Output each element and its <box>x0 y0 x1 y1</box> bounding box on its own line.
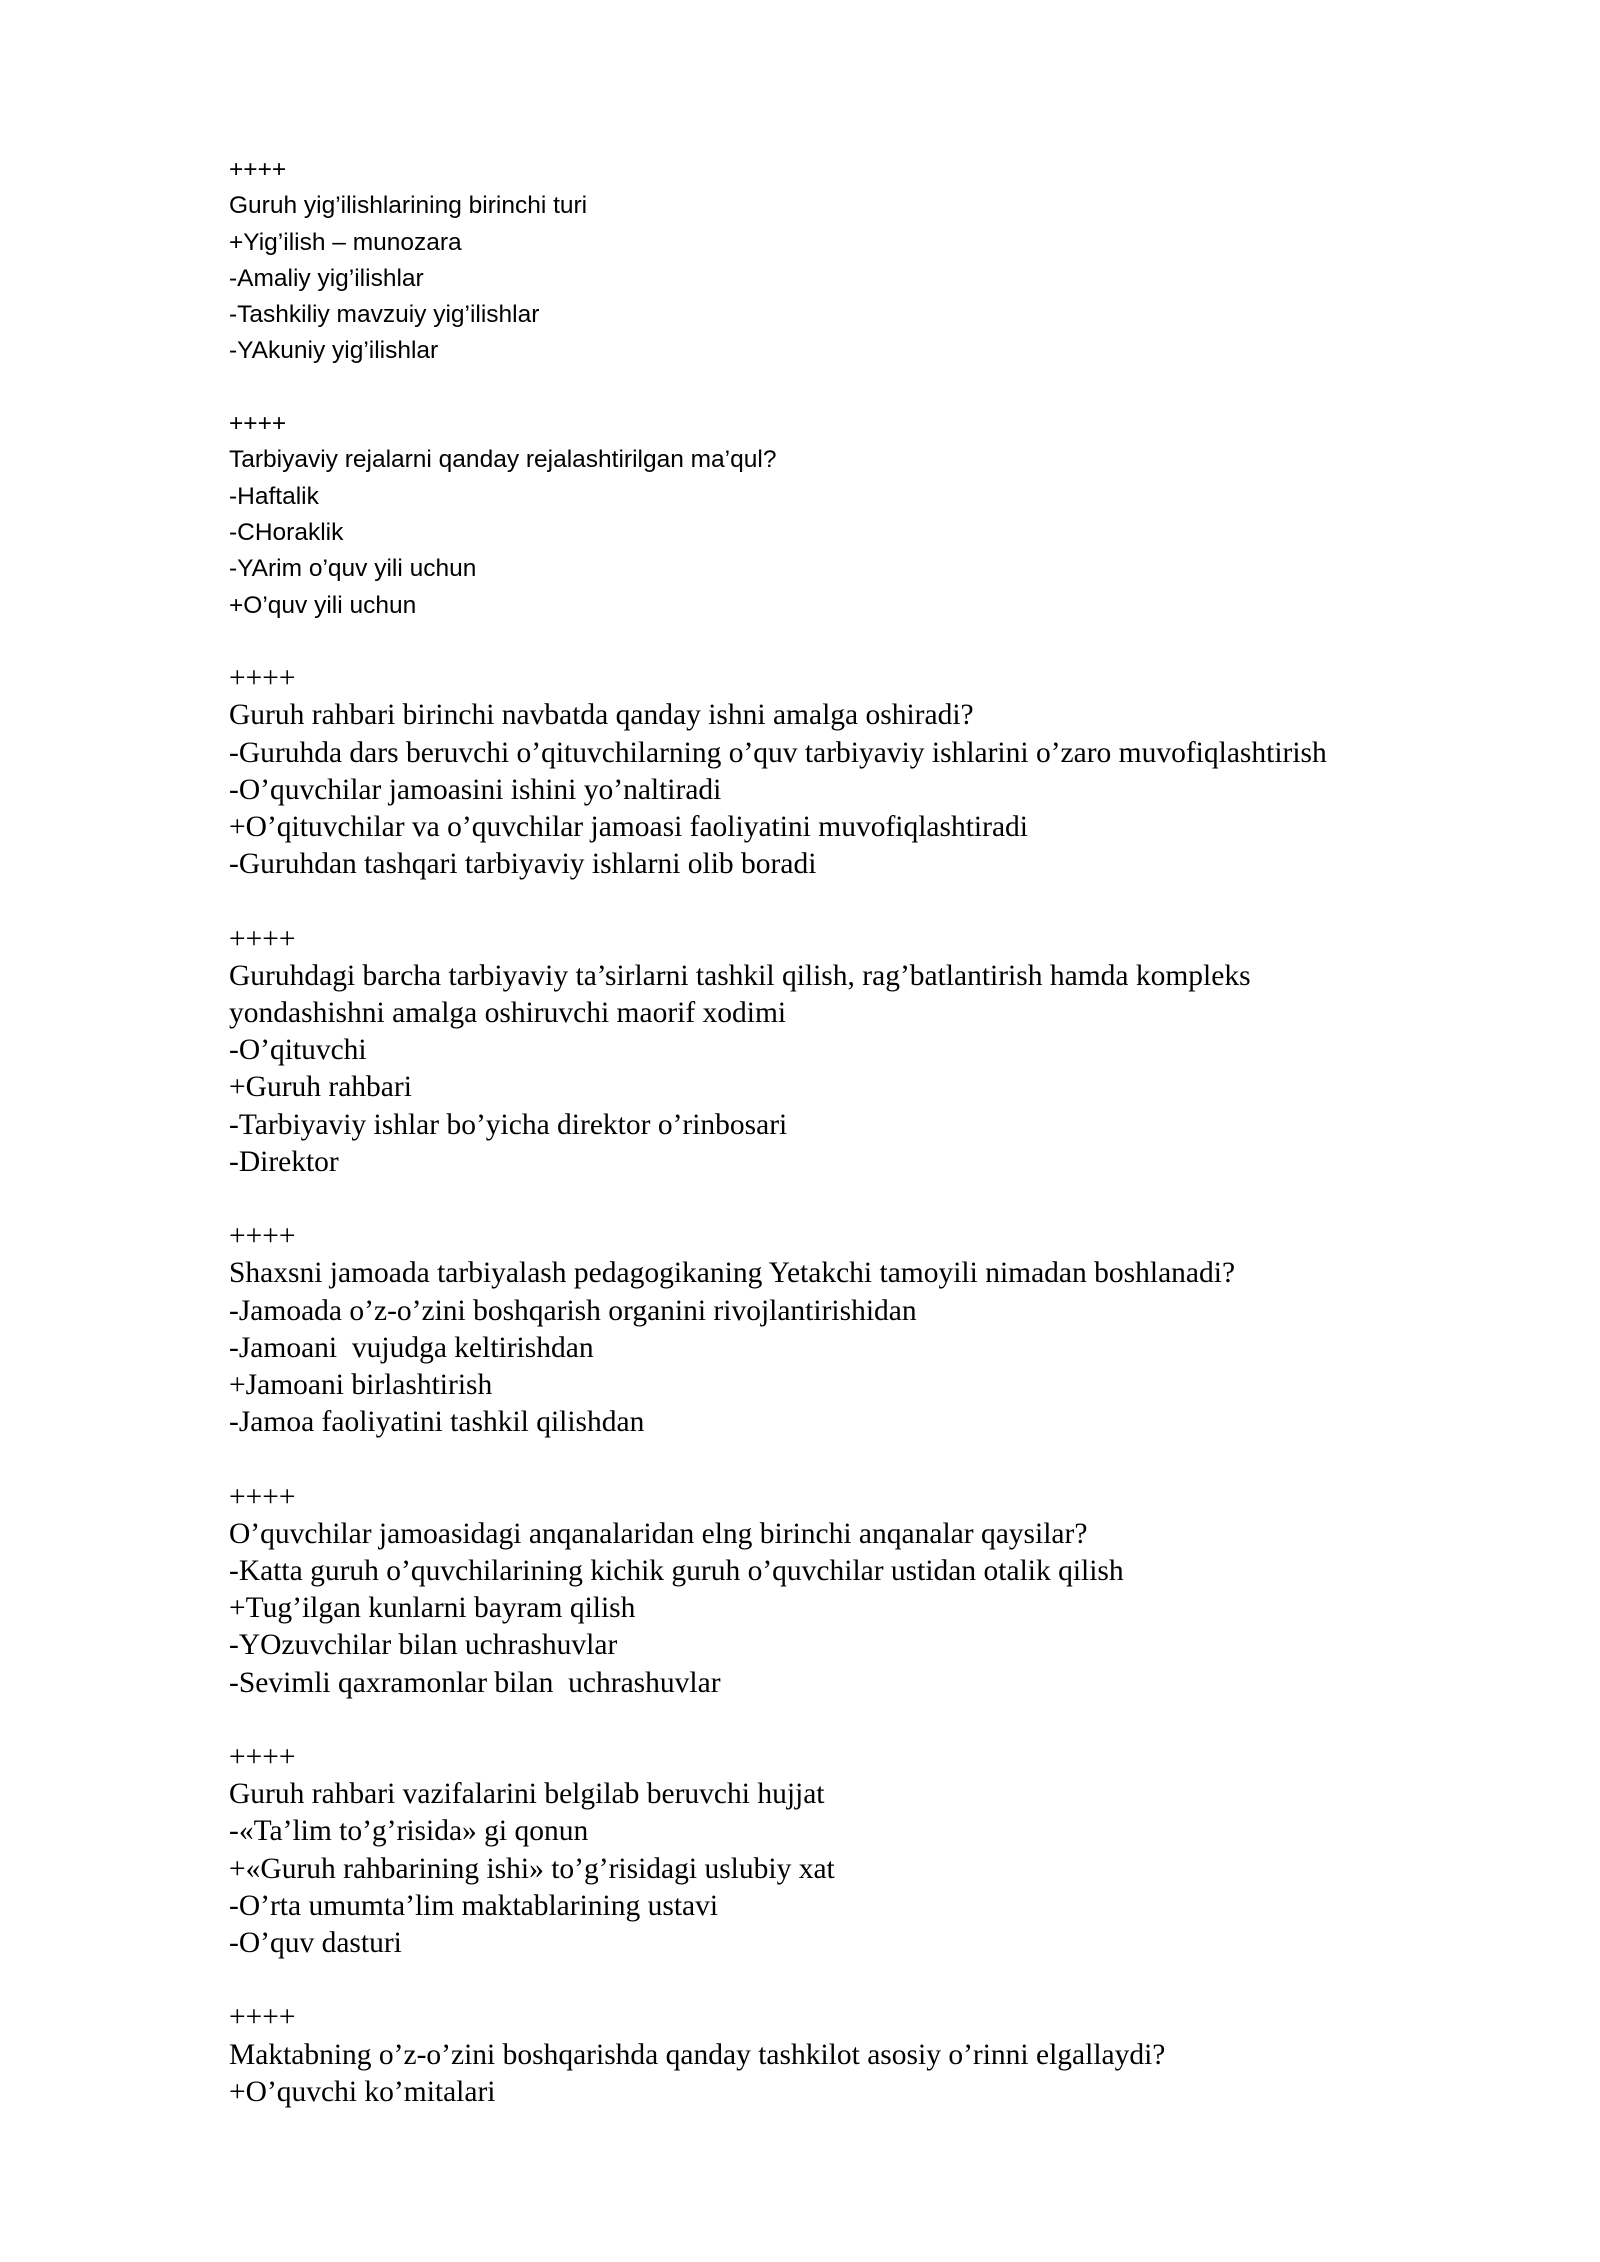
document-content <box>229 152 1529 2111</box>
question-text: Guruhdagi barcha tarbiyaviy ta’sirlarni tashkil qilish, rag’batlantirish hamda kompleks <box>229 959 1251 992</box>
answer-option: -Jamoada o’z-o’zini boshqarish organini rivojlantirishidan <box>229 1294 917 1327</box>
answer-option: -Amaliy yig’ilishlar <box>229 264 424 292</box>
question-text: O’quvchilar jamoasidagi anqanalaridan elng birinchi anqanalar qaysilar? <box>229 1517 1088 1550</box>
answer-option: +O’quvchi ko’mitalari <box>229 2075 496 2108</box>
answer-option: -O’qituvchi <box>229 1034 367 1067</box>
question-block <box>229 406 1529 660</box>
question-block <box>229 1479 1529 1739</box>
answer-option: -YOzuvchilar bilan uchrashuvlar <box>229 1629 618 1662</box>
answer-option: -YArim o’quv yili uchun <box>229 555 477 583</box>
answer-option: -O’quvchilar jamoasini ishini yo’naltiradi <box>229 773 722 806</box>
question-text: Guruh rahbari vazifalarini belgilab beruvchi hujjat <box>229 1778 825 1811</box>
question-block <box>229 660 1529 920</box>
question-separator: ++++ <box>229 1740 296 1773</box>
answer-option: -Jamoa faoliyatini tashkil qilishdan <box>229 1406 645 1439</box>
question-separator: ++++ <box>229 410 287 438</box>
question-text: Guruh rahbari birinchi navbatda qanday ishni amalga oshiradi? <box>229 699 974 732</box>
answer-option: +Tug’ilgan kunlarni bayram qilish <box>229 1592 636 1625</box>
answer-option: +Jamoani birlashtirish <box>229 1368 493 1401</box>
question-text: Shaxsni jamoada tarbiyalash pedagogikaning Yetakchi tamoyili nimadan boshlanadi? <box>229 1257 1236 1290</box>
question-block <box>229 152 1529 406</box>
answer-option: +O’qituvchilar va o’quvchilar jamoasi faoliyatini muvofiqlashtiradi <box>229 810 1028 843</box>
answer-option: +«Guruh rahbarining ishi» to’g’risidagi uslubiy xat <box>229 1852 835 1885</box>
answer-option: -Katta guruh o’quvchilarining kichik guruh o’quvchilar ustidan otalik qilish <box>229 1554 1124 1587</box>
answer-option: -O’quv dasturi <box>229 1927 402 1959</box>
blank-line <box>229 883 1529 920</box>
blank-line <box>229 1441 1529 1478</box>
question-separator: ++++ <box>229 1480 296 1513</box>
question-separator: ++++ <box>229 922 296 955</box>
question-separator: ++++ <box>229 1220 296 1253</box>
answer-option: -Tarbiyaviy ishlar bo’yicha direktor o’rinbosari <box>229 1108 788 1141</box>
blank-line <box>229 624 1529 660</box>
answer-option: -Direktor <box>229 1145 339 1178</box>
answer-option: -Guruhdan tashqari tarbiyaviy ishlarni olib boradi <box>229 848 817 881</box>
question-text: Maktabning o’z-o’zini boshqarishda qanday tashkilot asosiy o’rinni elgallaydi? <box>229 2038 1166 2071</box>
question-text: Guruh yig’ilishlarining birinchi turi <box>229 192 588 220</box>
question-block <box>229 1218 1529 1478</box>
answer-option: -Guruhda dars beruvchi o’qituvchilarning o’quv tarbiyaviy ishlarini o’zaro muvofiqlashtirish <box>229 736 1327 769</box>
question-block <box>229 921 1529 1219</box>
answer-option: -«Ta’lim to’g’risida» gi qonun <box>229 1815 589 1848</box>
question-block <box>229 1999 1529 2111</box>
answer-option: +Yig’ilish – munozara <box>229 228 462 256</box>
answer-option: -Haftalik <box>229 482 319 510</box>
answer-option: -Sevimli qaxramonlar bilan uchrashuvlar <box>229 1666 721 1699</box>
question-separator: ++++ <box>229 662 296 695</box>
answer-option: +Guruh rahbari <box>229 1071 412 1104</box>
question-text: Tarbiyaviy rejalarni qanday rejalashtirilgan ma’qul? <box>229 446 777 474</box>
answer-option: -CHoraklik <box>229 518 344 546</box>
question-text-continued: yondashishni amalga oshiruvchi maorif xodimi <box>229 996 787 1029</box>
question-block <box>229 1739 1529 1999</box>
question-separator: ++++ <box>229 2001 296 2034</box>
blank-line <box>229 370 1529 406</box>
blank-line <box>229 1702 1529 1739</box>
answer-option: -YAkuniy yig’ilishlar <box>229 337 439 365</box>
answer-option: -O’rta umumta’lim maktablarining ustavi <box>229 1889 719 1922</box>
question-separator: ++++ <box>229 156 287 183</box>
answer-option: -Jamoani vujudga keltirishdan <box>229 1331 594 1364</box>
blank-line <box>229 1181 1529 1218</box>
answer-option: -Tashkiliy mavzuiy yig’ilishlar <box>229 301 540 329</box>
blank-line <box>229 1962 1529 1999</box>
answer-option: +O’quv yili uchun <box>229 591 417 619</box>
